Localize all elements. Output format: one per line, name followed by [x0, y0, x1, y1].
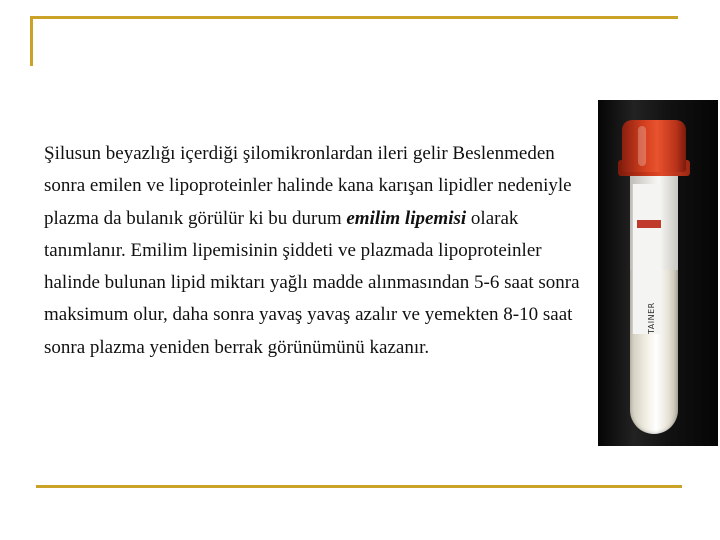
- bottom-decorative-rule: [36, 485, 682, 488]
- paragraph-text-start: Şilusun beyazlığı içerdiği şilomikronlardan ileri gelir Beslenmeden sonra emilen ve lipoproteinler halinde kana karışan lipidler nedeniyle plazma da bulanık görülür ki bu durum: [44, 143, 572, 229]
- body-paragraph: [44, 138, 584, 364]
- top-decorative-rule: [30, 16, 678, 19]
- emphasis-term: emilim lipemisi: [346, 207, 467, 229]
- tube-label: [632, 184, 661, 334]
- blood-tube-photo: [598, 100, 718, 446]
- cap-highlight: [638, 126, 646, 166]
- label-brand-text: TAINER: [647, 302, 656, 334]
- tube-cap: [622, 120, 686, 172]
- left-decorative-rule: [30, 16, 33, 66]
- test-tube: [630, 166, 678, 434]
- paragraph-text-end: olarak tanımlanır. Emilim lipemisinin şiddeti ve plazmada lipoproteinler halinde bulunan lipid miktarı yağlı madde alınmasından 5-6 saat sonra maksimum olur, daha sonra yavaş yavaş azalır ve yemekten 8-10 saat sonra plazma yeniden berrak görünümünü kazanır.: [44, 207, 580, 358]
